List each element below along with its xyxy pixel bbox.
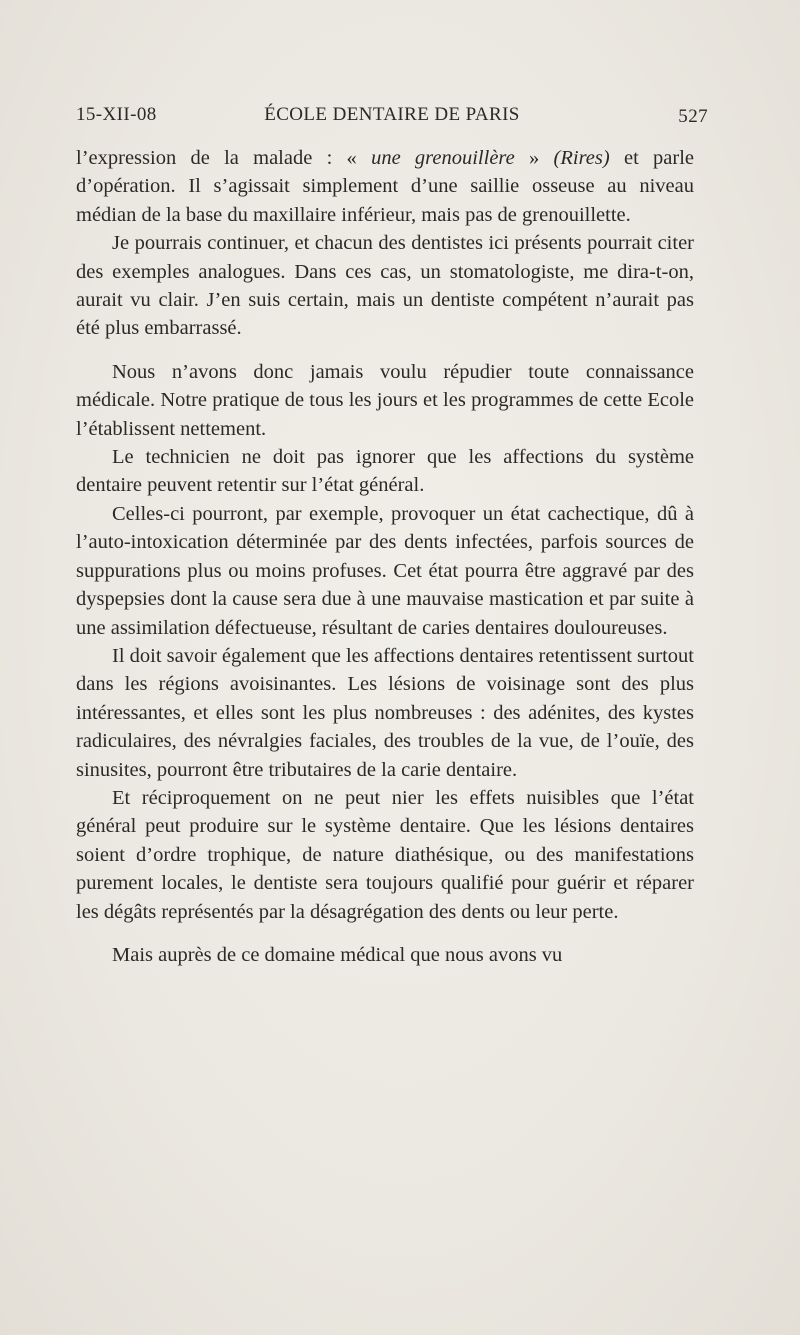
paragraph: Mais auprès de ce domaine médical que nous avons vu [112,943,563,966]
issue-date: 15-XII-08 [76,104,157,125]
paragraph: Je pourrais continuer, et chacun des dentistes ici présents pourrait citer des exemples analogues. Dans ces cas, un stomatologiste, me dira-t-on, aurait vu clair. J’en suis certain, mais un dentiste compétent n’aurait pas été plus embarrassé. [76,232,694,340]
body-text [76,144,694,969]
rires-italic: (Rires) [553,147,610,169]
journal-title: ÉCOLE DENTAIRE DE PARIS [264,104,520,125]
paragraph: Celles-ci pourront, par exemple, provoquer un état cachectique, dû à l’auto-intoxication déterminée par des dents infectées, parfois sources de suppurations plus ou moins profuses. Cet état pourra être aggravé par des dyspepsies dont la cause sera due à une mauvaise mastication et par suite à une assimilation défectueuse, résultant de caries dentaires douloureuses. [76,502,694,639]
paragraph: Le technicien ne doit pas ignorer que les affections du système dentaire peuvent retentir sur l’état général. [76,446,694,497]
paragraph-continuation: l’expression de la malade : « une grenouillère » (Rires) et parle d’opération. Il s’agissait simplement d’une saillie osseuse au niveau médian de la base du maxillaire inférieur, mais pas de grenouillette. [76,147,694,226]
running-header [76,104,708,134]
quoted-italic: une grenouillère [371,147,515,169]
paragraph: Et réciproquement on ne peut nier les effets nuisibles que l’état général peut produire sur le système dentaire. Que les lésions dentaires soient d’ordre trophique, de nature diathésique, ou des manifestations purement locales, le dentiste sera toujours qualifié pour guérir et réparer les dégâts représentés par la désagrégation des dents ou leur perte. [76,786,694,923]
paragraph: Il doit savoir également que les affections dentaires retentissent surtout dans les régions avoisinantes. Les lésions de voisinage sont des plus intéressantes, et elles sont les plus nombreuses : des adénites, des kystes radiculaires, des névralgies faciales, des troubles de la vue, de l’ouïe, des sinusites, pourront être tributaires de la carie dentaire. [76,644,694,781]
page-number: 527 [678,106,708,127]
paragraph: Nous n’avons donc jamais voulu répudier toute connaissance médicale. Notre pratique de tous les jours et les programmes de cette Ecole l’établissent nettement. [76,360,694,440]
